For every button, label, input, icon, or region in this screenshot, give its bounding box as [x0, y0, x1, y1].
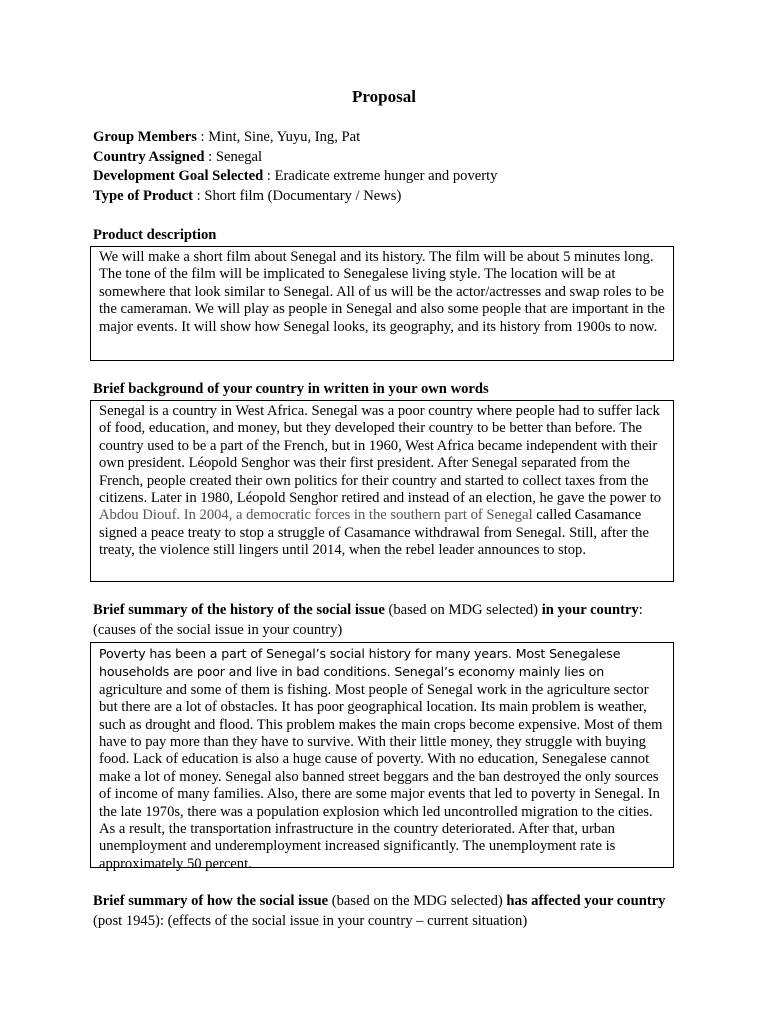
meta-country-assigned: Country Assigned : Senegal — [93, 148, 263, 165]
background-heading: Brief background of your country in written in your own words — [93, 381, 489, 397]
product-description-heading: Product description — [93, 227, 217, 243]
history-text: Poverty has been a part of Senegal’s social history for many years. Most Senegalese households are poor and live in bad conditions. Senegal’s economy mainly lies on agriculture and some of them is fishing. Most people of Senegal work in the agriculture sector but there are a lot of obstacles. It has poor geographical location. Its main problem is weather, such as drought and flood. This problem makes the main crops become expensive. Most of them have to pay more than they have to survive. With their little money, they struggle with buying food. Lack of education is also a huge cause of poverty. With no education, Senegalese cannot make a lot of money. Senegal also banned street beggars and the ban destroyed the only sources of income of many families. Also, there are some major events that led to poverty in Senegal. In the late 1970s, there was a population explosion which led uncontrolled migration to the cities. As a result, the transportation infrastructure in the country deteriorated. After that, urban unemployment and underemployment increased significantly. The unemployment rate is approximately 50 percent. — [99, 646, 663, 872]
product-description-text: We will make a short film about Senegal and its history. The film will be about 5 minutes long. The tone of the film will be implicated to Senegalese living style. The location will be at somewhere that look similar to Senegal. All of us will be the actor/actresses and swap roles to be the cameraman. We will play as people in Senegal and also some people that are important in the major events. It will show how Senegal looks, its geography, and its history from 1900s to now. — [99, 249, 665, 335]
meta-type-of-product: Type of Product : Short film (Documentary / News) — [93, 187, 402, 204]
product-description-box — [90, 246, 674, 361]
meta-group-members: Group Members : Mint, Sine, Yuyu, Ing, Pat — [93, 129, 361, 145]
meta-development-goal: Development Goal Selected : Eradicate extreme hunger and poverty — [93, 168, 498, 184]
page-title: Proposal — [352, 87, 416, 106]
background-text: Senegal is a country in West Africa. Senegal was a poor country where people had to suffer lack of food, education, and money, but they developed their country to be better than before. The country used to be a part of the French, but in 1960, West Africa became independent with their own president. Léopold Senghor was their first president. After Senegal separated from the French, people created their own politics for their country and started to collect taxes from the citizens. Later in 1980, Léopold Senghor retired and instead of an election, he gave the power to Abdou Diouf. In 2004, a democratic forces in the southern part of Senegal called Casamance signed a peace treaty to stop a struggle of Casamance withdrawal from Senegal. Still, after the treaty, the violence still lingers until 2014, when the rebel leader announces to stop. — [99, 403, 662, 559]
proposal-meta — [93, 128, 497, 206]
history-box — [90, 642, 674, 872]
effects-heading: Brief summary of how the social issue (based on the MDG selected) has affected your country (post 1945): (effects of the social issue in your country – current situation) — [93, 893, 666, 929]
history-heading: Brief summary of the history of the social issue (based on MDG selected) in your country: (causes of the social issue in your country) — [93, 602, 643, 638]
background-box — [90, 400, 674, 582]
